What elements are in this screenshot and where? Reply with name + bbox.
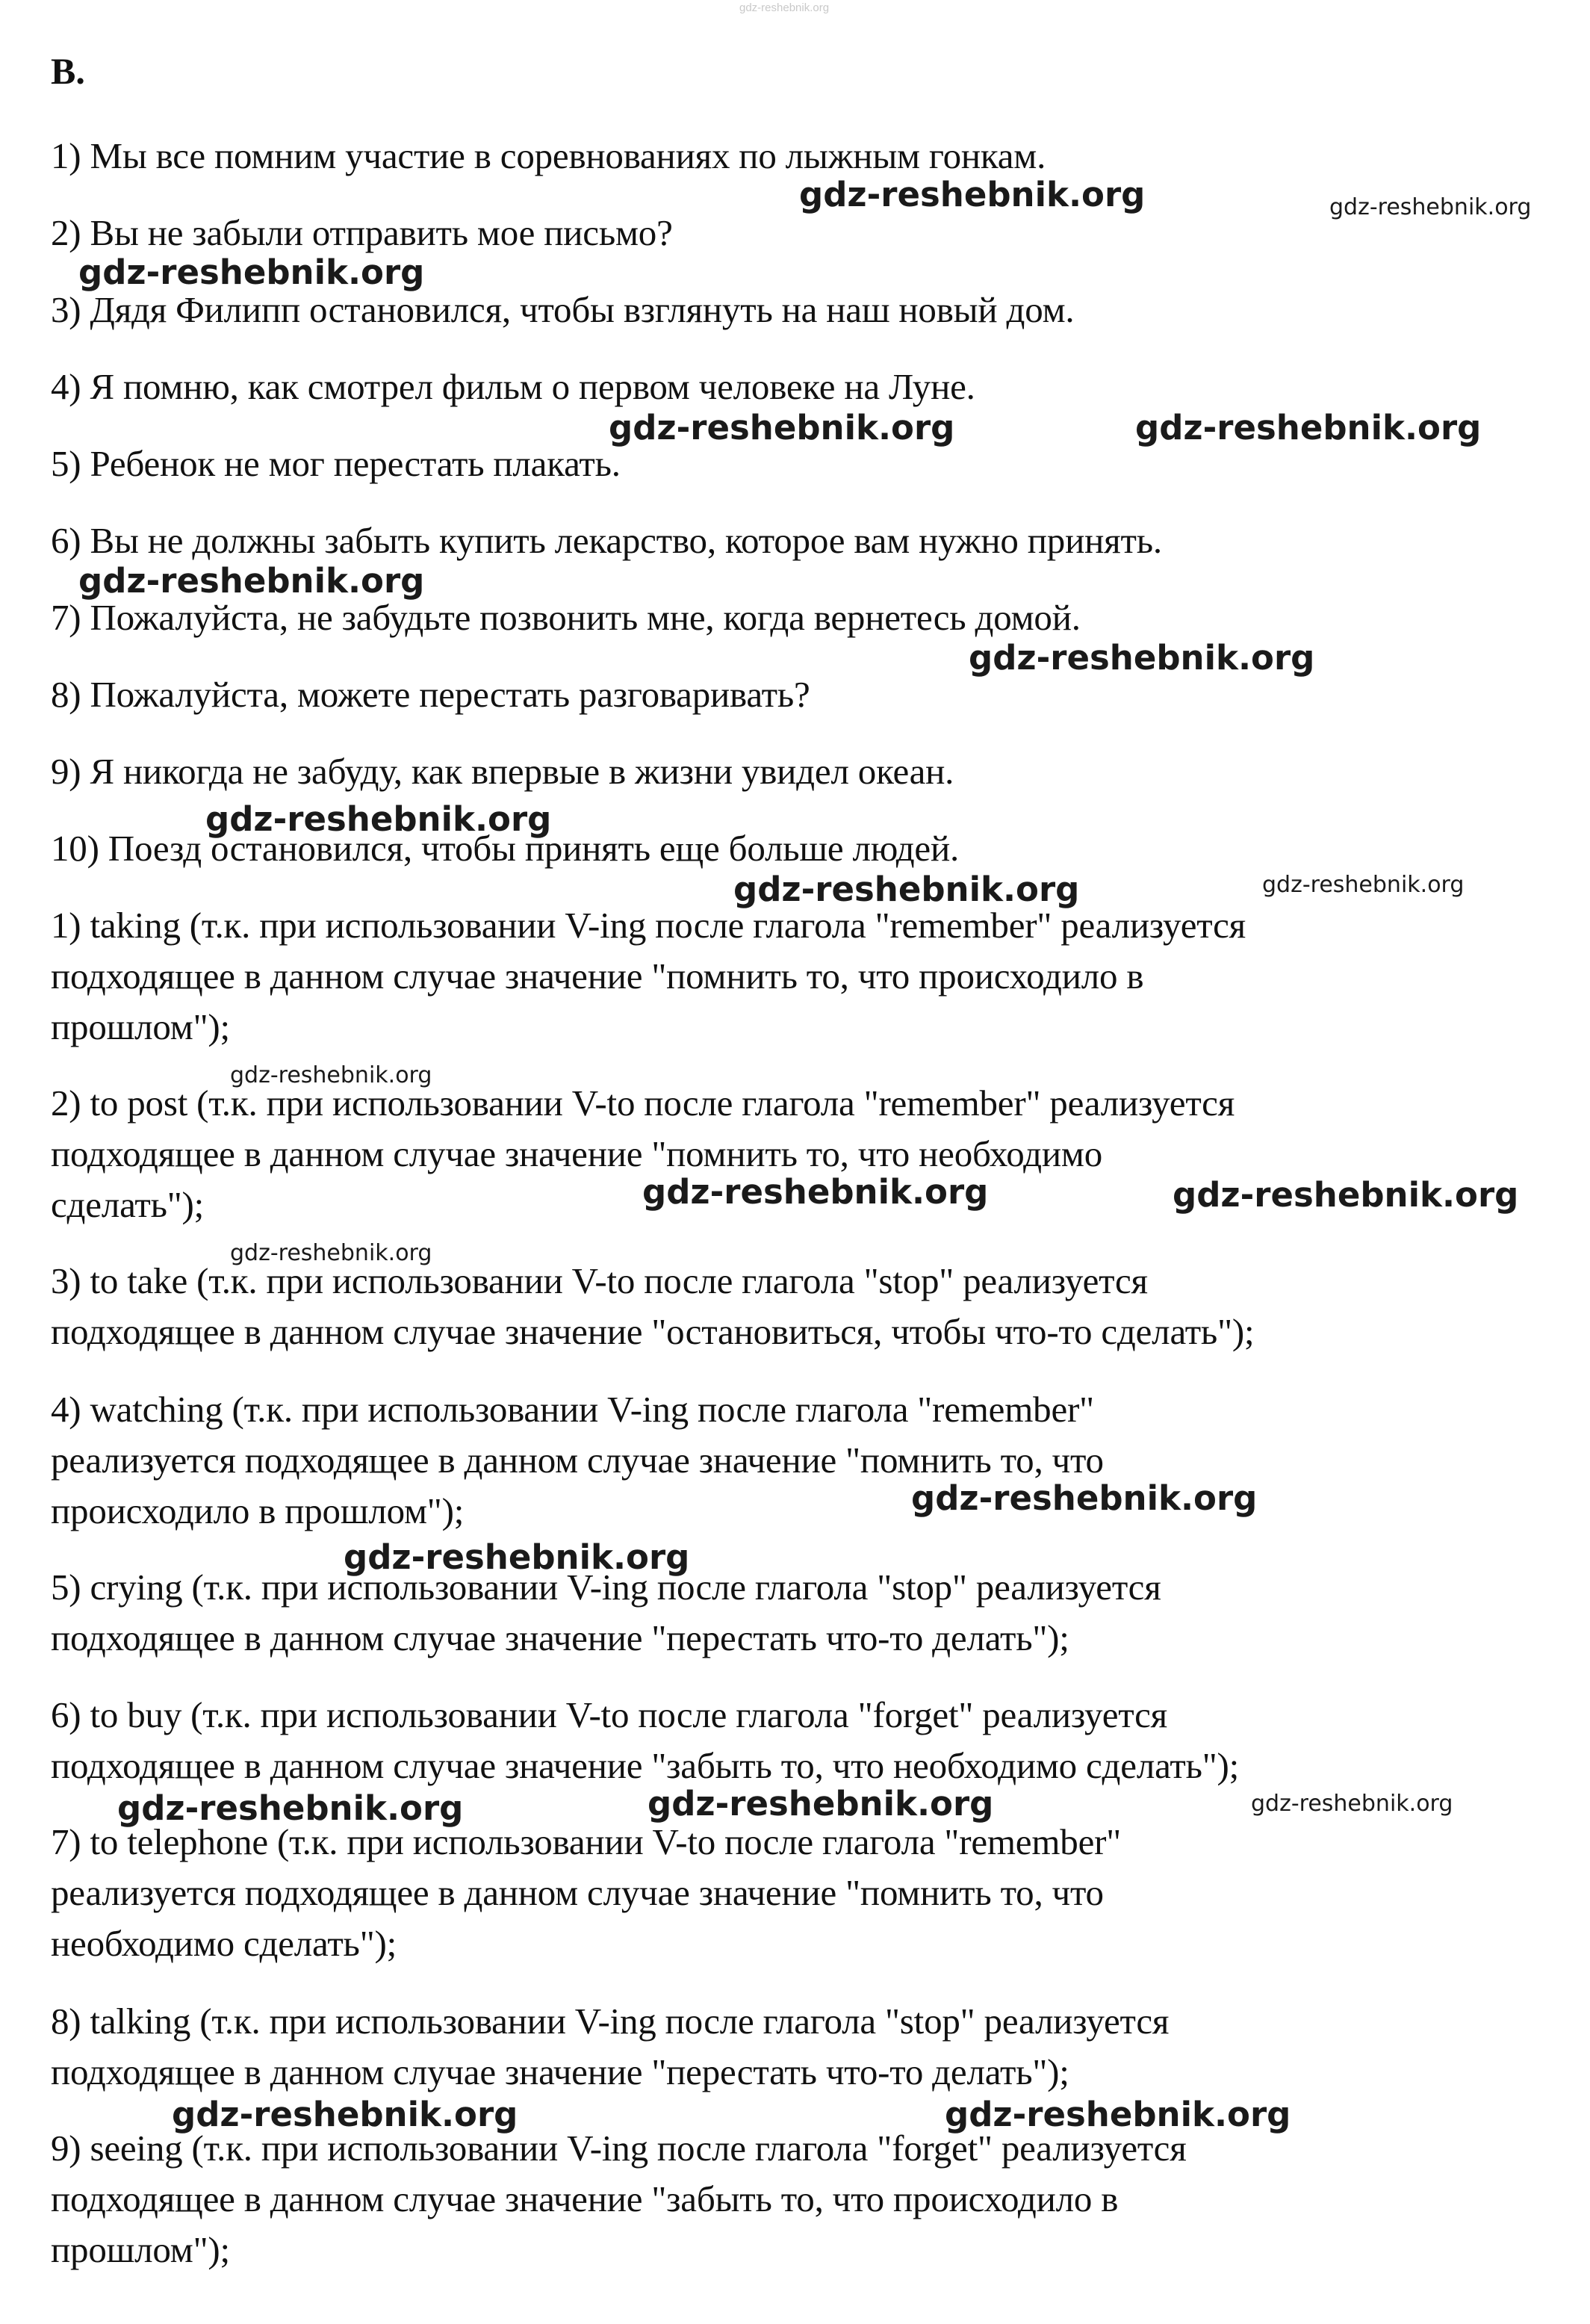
top-watermark: gdz-reshebnik.org <box>739 1 830 14</box>
watermark: gdz-reshebnik.org <box>230 1240 432 1266</box>
watermark: gdz-reshebnik.org <box>969 638 1315 678</box>
watermark: gdz-reshebnik.org <box>172 2095 518 2134</box>
answer-3-line-1: 3) to take (т.к. при использовании V-to после глагола "stop" реализуется <box>51 1260 1148 1301</box>
translation-8: 8) Пожалуйста, можете перестать разговаривать? <box>51 674 810 715</box>
watermark: gdz-reshebnik.org <box>1173 1175 1519 1215</box>
answer-2-line-3: сделать"); <box>51 1184 205 1225</box>
answer-5-line-2: подходящее в данном случае значение "перестать что-то делать"); <box>51 1617 1069 1658</box>
translation-10: 10) Поезд остановился, чтобы принять еще больше людей. <box>51 828 960 869</box>
answer-8-line-1: 8) talking (т.к. при использовании V-ing после глагола "stop" реализуется <box>51 2001 1170 2042</box>
watermark: gdz-reshebnik.org <box>945 2095 1291 2134</box>
answer-1-line-2: подходящее в данном случае значение "помнить то, что происходило в <box>51 955 1144 997</box>
translation-5: 5) Ребенок не мог перестать плакать. <box>51 443 621 484</box>
watermark: gdz-reshebnik.org <box>733 870 1080 909</box>
translation-1: 1) Мы все помним участие в соревнованиях по лыжным гонкам. <box>51 135 1046 176</box>
translation-6: 6) Вы не должны забыть купить лекарство, которое вам нужно принять. <box>51 520 1162 561</box>
watermark: gdz-reshebnik.org <box>230 1062 432 1088</box>
section-heading: B. <box>51 50 85 92</box>
translation-4: 4) Я помню, как смотрел фильм о первом человеке на Луне. <box>51 366 975 407</box>
answer-2-line-1: 2) to post (т.к. при использовании V-to после глагола "remember" реализуется <box>51 1082 1235 1124</box>
watermark: gdz-reshebnik.org <box>78 561 425 601</box>
answer-4-line-3: происходило в прошлом"); <box>51 1490 465 1531</box>
answer-1-line-1: 1) taking (т.к. при использовании V-ing после глагола "remember" реализуется <box>51 905 1246 946</box>
watermark: gdz-reshebnik.org <box>642 1172 989 1212</box>
answer-7-line-3: необходимо сделать"); <box>51 1923 397 1964</box>
answer-9-line-1: 9) seeing (т.к. при использовании V-ing после глагола "forget" реализуется <box>51 2128 1187 2169</box>
watermark: gdz-reshebnik.org <box>648 1784 994 1823</box>
answer-4-line-2: реализуется подходящее в данном случае значение "помнить то, что <box>51 1440 1104 1481</box>
watermark: gdz-reshebnik.org <box>117 1788 464 1828</box>
watermark: gdz-reshebnik.org <box>911 1478 1258 1518</box>
translation-9: 9) Я никогда не забуду, как впервые в жизни увидел океан. <box>51 751 954 792</box>
answer-9-line-2: подходящее в данном случае значение "забыть то, что происходило в <box>51 2178 1119 2219</box>
translation-2: 2) Вы не забыли отправить мое письмо? <box>51 212 673 253</box>
watermark: gdz-reshebnik.org <box>205 799 552 839</box>
answer-1-line-3: прошлом"); <box>51 1006 230 1047</box>
watermark: gdz-reshebnik.org <box>1135 408 1482 447</box>
answer-7-line-2: реализуется подходящее в данном случае значение "помнить то, что <box>51 1872 1104 1913</box>
watermark: gdz-reshebnik.org <box>344 1537 690 1577</box>
translation-7: 7) Пожалуйста, не забудьте позвонить мне, когда вернетесь домой. <box>51 597 1081 638</box>
answer-8-line-2: подходящее в данном случае значение "перестать что-то делать"); <box>51 2051 1069 2092</box>
translation-3: 3) Дядя Филипп остановился, чтобы взглянуть на наш новый дом. <box>51 289 1075 330</box>
watermark: gdz-reshebnik.org <box>799 175 1146 214</box>
answer-2-line-2: подходящее в данном случае значение "помнить то, что необходимо <box>51 1133 1103 1174</box>
answer-9-line-3: прошлом"); <box>51 2229 230 2270</box>
watermark: gdz-reshebnik.org <box>609 408 955 447</box>
answer-3-line-2: подходящее в данном случае значение "остановиться, чтобы что-то сделать"); <box>51 1311 1255 1352</box>
watermark: gdz-reshebnik.org <box>1251 1791 1453 1817</box>
answer-6-line-2: подходящее в данном случае значение "забыть то, что необходимо сделать"); <box>51 1745 1240 1786</box>
answer-5-line-1: 5) crying (т.к. при использовании V-ing после глагола "stop" реализуется <box>51 1567 1161 1608</box>
answer-7-line-1: 7) to telephone (т.к. при использовании V-to после глагола "remember" <box>51 1821 1122 1862</box>
watermark: gdz-reshebnik.org <box>1329 194 1532 220</box>
watermark: gdz-reshebnik.org <box>1262 872 1465 898</box>
answer-6-line-1: 6) to buy (т.к. при использовании V-to после глагола "forget" реализуется <box>51 1694 1167 1735</box>
answer-4-line-1: 4) watching (т.к. при использовании V-ing после глагола "remember" <box>51 1389 1094 1430</box>
watermark: gdz-reshebnik.org <box>78 252 425 292</box>
